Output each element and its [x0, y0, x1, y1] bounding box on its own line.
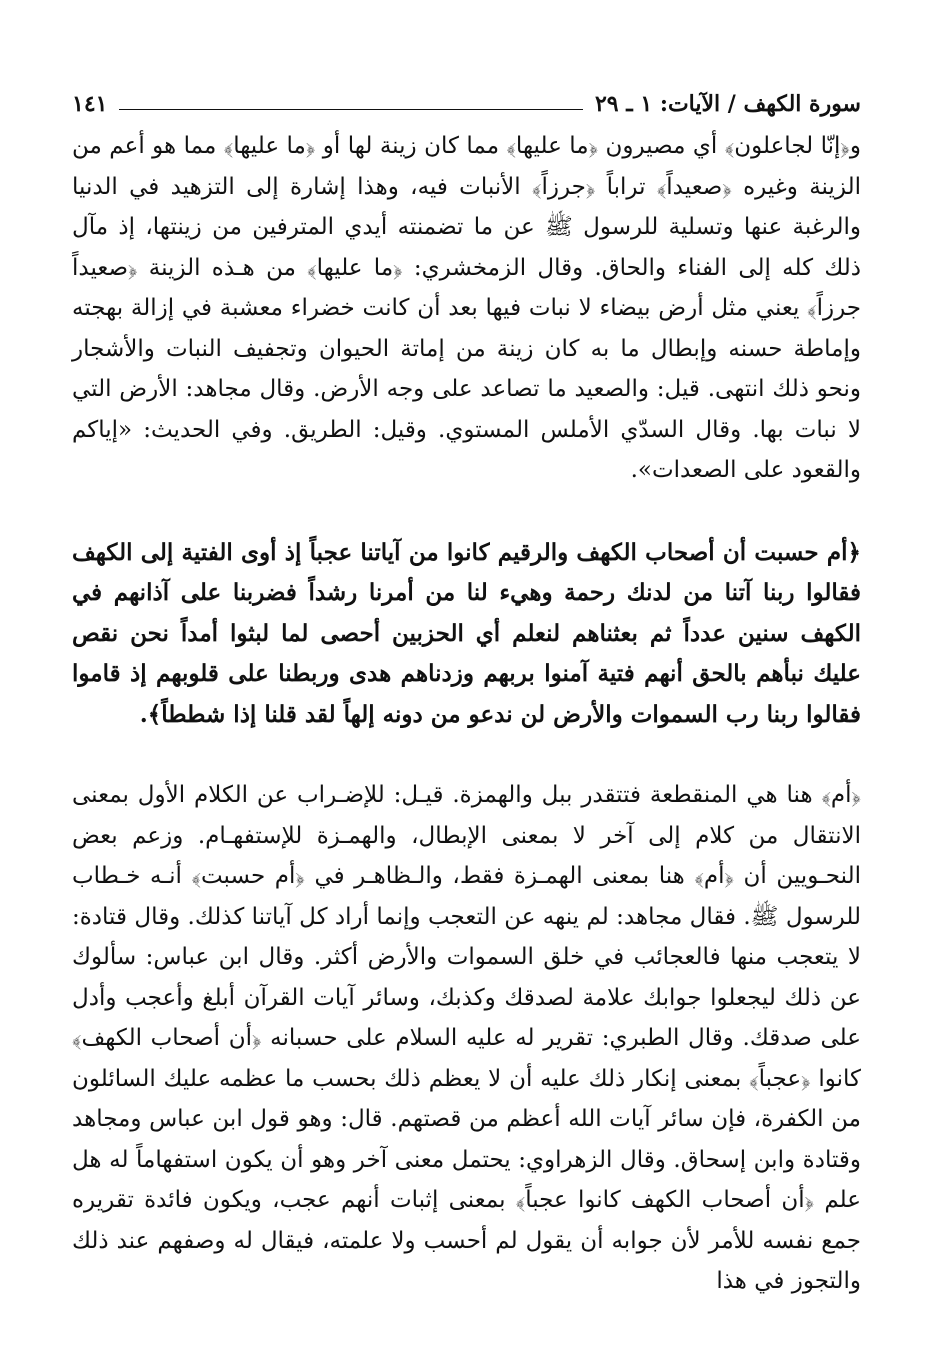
paragraph-commentary-1: و﴿إنّا لجاعلون﴾ أي مصيرون ﴿ما عليها﴾ مما كان زينة لها أو ﴿ما عليها﴾ مما هو أعم من الزينة وغيره ﴿صعيداً﴾ تراباً ﴿جرزاً﴾ الأنبات فيه، وهذا إشارة إلى التزهيد في الدنيا والرغبة عنها وتسلية للرسول ﷺ عن ما تضمنته أيدي المترفين من زينتها، إذ مآل ذلك كله إلى الفناء والحاق. وقال الزمخشري: ﴿ما عليها﴾ من هـذه الزينة ﴿صعيداً جرزاً﴾ يعني مثل أرض بيضاء لا نبات فيها بعد أن كانت خضراء معشبة في إزالة بهجته وإماطة حسنه وإبطال ما به كان زينة من إماتة الحيوان وتجفيف النبات والأشجار ونحو ذلك انتهى. قيل: والصعيد ما تصاعد على وجه الأرض. وقال مجاهد: الأرض التي لا نبات بها. وقال السدّي الأملس المستوي. وقيل: الطريق. وفي الحديث: «إياكم والقعود على الصعدات». [72, 133, 861, 483]
page-number: ١٤١ [72, 91, 108, 117]
paragraph-commentary-2: ﴿أم﴾ هنا هي المنقطعة فتتقدر ببل والهمزة. قيـل: للإضـراب عن الكلام الأول بمعنى الانتقال من كلام إلى آخر لا بمعنى الإبطال، والهمـزة للإستفهـام. وزعم بعض النحـويين أن ﴿أم﴾ هنا بمعنى الهمـزة فقط، والـظاهـر في ﴿أم حسبت﴾ أنـه خـطاب للرسول ﷺ. فقال مجاهد: لم ينهه عن التعجب وإنما أراد كل آياتنا كذلك. وقال قتادة: لا يتعجب منها فالعجائب في خلق السموات والأرض أكثر. وقال ابن عباس: سألوك عن ذلك ليجعلوا جوابك علامة لصدقك وكذبك، وسائر آيات القرآن أبلغ وأعجب وأدل على صدقك. وقال الطبري: تقرير له عليه السلام على حسبانه ﴿أن أصحاب الكهف﴾ كانوا ﴿عجباً﴾ بمعنى إنكار ذلك عليه أن لا يعظم ذلك بحسب ما عظمه عليك السائلون من الكفرة، فإن سائر آيات الله أعظم من قصتهم. قال: وهو قول ابن عباس ومجاهد وقتادة وابن إسحاق. وقال الزهراوي: يحتمل معنى آخر وهو أن يكون استفهاماً له هل علم ﴿أن أصحاب الكهف كانوا عجباً﴾ بمعنى إثبات أنهم عجب، ويكون فائدة تقريره جمع نفسه للأمر لأن جوابه أن يقول لم أحسب ولا علمته، فيقال له وصفهم عند ذلك والتجوز في هذا [72, 782, 861, 1294]
header-rule [119, 109, 582, 110]
header-title: سورة الكهف / الآيات: ١ ـ ٢٩ [594, 91, 861, 117]
running-header [72, 88, 861, 118]
quran-verse-block: ﴿أم حسبت أن أصحاب الكهف والرقيم كانوا من آياتنا عجباً إذ أوى الفتية إلى الكهف فقالوا ربنا آتنا من لدنك رحمة وهيء لنا من أمرنا رشداً فضربنا على آذانهم في الكهف سنين عدداً ثم بعثناهم لنعلم أي الحزبين أحصى لما لبثوا أمداً نحن نقص عليك نبأهم بالحق أنهم فتية آمنوا بربهم وزدناهم هدى وربطنا على قلوبهم إذ قاموا فقالوا ربنا رب السموات والأرض لن ندعو من دونه إلهاً لقد قلنا إذا شططاً﴾. [72, 538, 861, 728]
